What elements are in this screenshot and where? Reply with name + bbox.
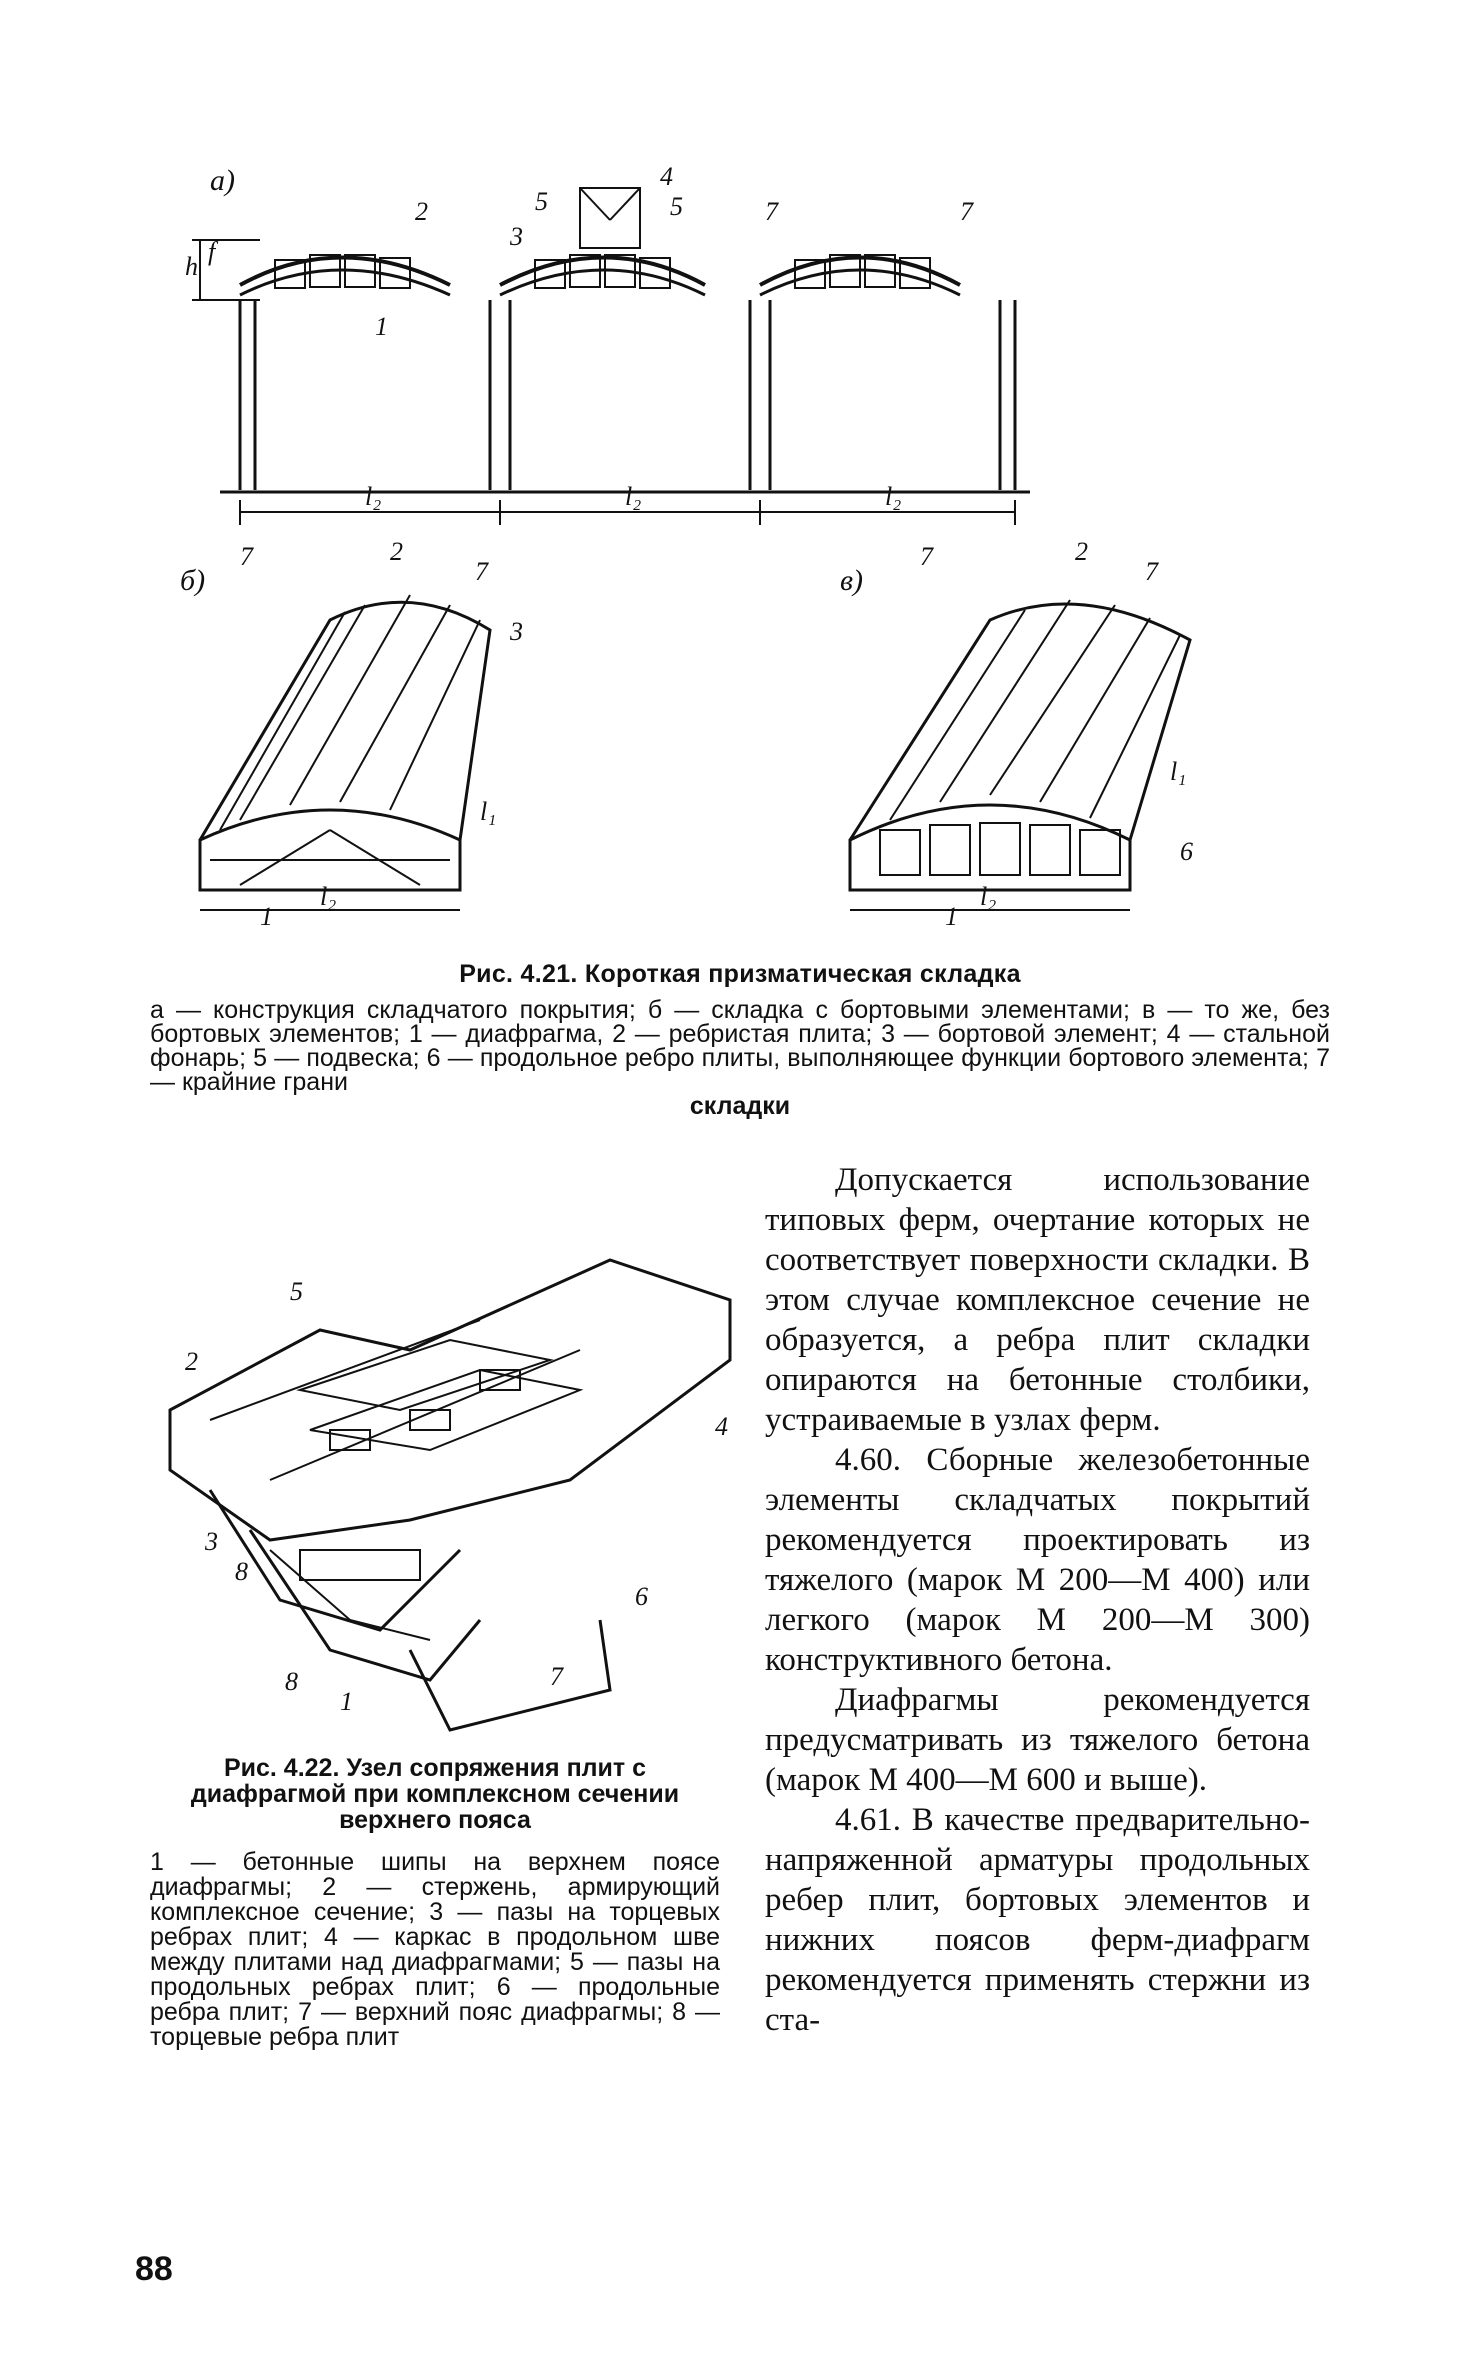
mark-v-2: 2 xyxy=(1075,540,1088,566)
mark-7b: 7 xyxy=(960,197,973,226)
figure-4-22 xyxy=(150,1220,750,1740)
mark-b-span: l₂ xyxy=(320,882,337,911)
mark-v-1: 1 xyxy=(945,902,958,931)
figure-4-22-caption-title: Рис. 4.22. Узел сопряжения плит с диафрагмой при комплексном сечении верхнего пояса xyxy=(190,1754,680,1834)
figure-4-21-caption-text: а — конструкция складчатого покрытия; б — складка с бортовыми элементами; в — то же, без бортовых элементов; 1 — диафрагма, 2 — ребристая плита; 3 — бортовой элемент; 4 — стальной фонарь; 5 — подвеска; 6 — продольное ребро плиты, выполняющее функции бортового элемента; 7 — крайние грани xyxy=(150,996,1330,1096)
dim-f: f xyxy=(208,237,216,266)
mark-b-3: 3 xyxy=(510,617,523,646)
mark-3: 3 xyxy=(510,222,523,251)
figure-4-21-a xyxy=(180,160,1060,540)
mark-5b: 5 xyxy=(670,192,683,221)
span-label-3: l₂ xyxy=(885,482,902,511)
mark-b-1: 1 xyxy=(260,902,273,931)
figure-4-21-v xyxy=(840,540,1320,940)
span-label-1: l₂ xyxy=(365,482,382,511)
mark-v-l1: l₁ xyxy=(1170,757,1187,786)
mark-b-7b: 7 xyxy=(475,557,488,586)
mark-22-7: 7 xyxy=(550,1662,563,1691)
figure-4-21-b xyxy=(180,540,630,940)
paragraph-4: 4.61. В качестве предварительно-напряженной арматуры продольных ребер плит, бортовых элементов и нижних поясов ферм-диафрагм рекомендуется применять стержни из ста- xyxy=(765,1802,1310,2038)
mark-22-6: 6 xyxy=(635,1582,648,1611)
figure-4-21-caption-last: складки xyxy=(689,1092,791,1120)
figure-label-a: а) xyxy=(210,164,235,197)
mark-v-7b: 7 xyxy=(1145,557,1158,586)
figure-label-v: в) xyxy=(840,564,864,597)
body-text-column xyxy=(765,1160,1310,2040)
figure-4-22-caption-body: 1 — бетонные шипы на верхнем поясе диафрагмы; 2 — стержень, армирующий комплексное сечение; 3 — пазы на торцевых ребрах плит; 4 — каркас в продольном шве между плитами над диафрагмами; 5 — пазы на продольных ребрах плит; 6 — продольные ребра плит; 7 — верхний пояс диафрагмы; 8 — торцевые ребра плит xyxy=(150,1848,720,2051)
mark-1: 1 xyxy=(375,312,388,341)
figure-4-21-caption-body xyxy=(150,998,1330,1118)
mark-4: 4 xyxy=(660,162,673,191)
paragraph-1: Допускается использование типовых ферм, очертание которых не соответствует поверхности складки. В этом случае комплексное сечение не образуется, а ребра плит складки опираются на бетонные столбики, устраиваемые в узлах ферм. xyxy=(765,1162,1310,1438)
paragraph-2: 4.60. Сборные железобетонные элементы складчатых покрытий рекомендуется проектировать из тяжелого (марок М 200—М 400) или легкого (марок М 200—М 300) конструктивного бетона. xyxy=(765,1442,1310,1678)
mark-22-8a: 8 xyxy=(235,1557,248,1586)
mark-22-5: 5 xyxy=(290,1277,303,1306)
mark-b-7a: 7 xyxy=(240,542,253,571)
mark-v-6: 6 xyxy=(1180,837,1193,866)
mark-22-4: 4 xyxy=(715,1412,728,1441)
figure-4-21-caption-title: Рис. 4.21. Короткая призматическая складка xyxy=(459,960,1021,988)
span-label-2: l₂ xyxy=(625,482,642,511)
figure-label-b: б) xyxy=(180,564,206,597)
paragraph-3: Диафрагмы рекомендуется предусматривать из тяжелого бетона (марок М 400—М 600 и выше). xyxy=(765,1682,1310,1798)
mark-5a: 5 xyxy=(535,187,548,216)
dim-h: h xyxy=(185,252,198,281)
mark-v-span: l₂ xyxy=(980,882,997,911)
mark-22-1: 1 xyxy=(340,1687,353,1716)
mark-22-8b: 8 xyxy=(285,1667,298,1696)
mark-22-3: 3 xyxy=(205,1527,218,1556)
mark-22-2: 2 xyxy=(185,1347,198,1376)
mark-7a: 7 xyxy=(765,197,778,226)
mark-2: 2 xyxy=(415,197,428,226)
mark-b-l1: l₁ xyxy=(480,797,497,826)
mark-v-7a: 7 xyxy=(920,542,933,571)
mark-b-2: 2 xyxy=(390,540,403,566)
page-number: 88 xyxy=(135,2250,173,2288)
